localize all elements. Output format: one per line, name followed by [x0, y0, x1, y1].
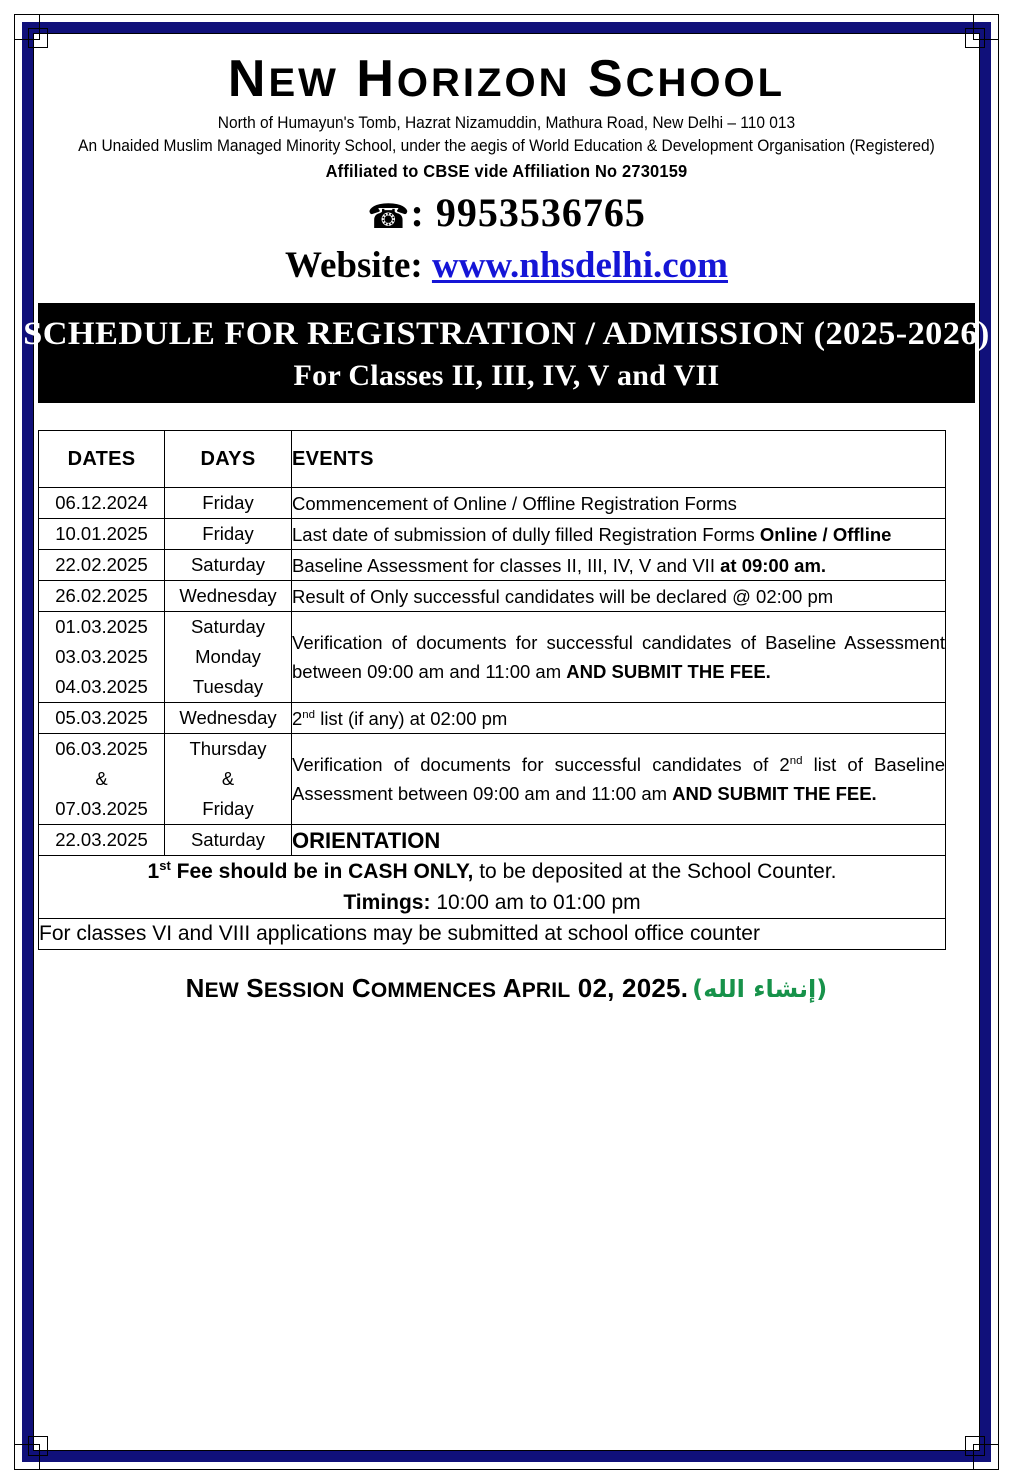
cell-event: Verification of documents for successful candidates of 2nd list of Baseline Assessment between 09:00 am and 11:00 am AND SUBMIT THE FEE.	[292, 734, 946, 825]
table-row	[39, 734, 946, 825]
cell-dates: 05.03.2025	[39, 703, 165, 734]
corner-decoration-top-left-outer	[14, 14, 40, 40]
cell-dates: 22.03.2025	[39, 825, 165, 856]
phone-number: 9953536765	[435, 190, 646, 235]
column-header-dates: DATES	[39, 431, 165, 488]
table-row	[39, 825, 946, 856]
table-row	[39, 581, 946, 612]
table-row	[39, 703, 946, 734]
arabic-blessing-text: (إنشاء الله)	[692, 975, 828, 1003]
school-affiliation: Affiliated to CBSE vide Affiliation No 2730159	[325, 161, 688, 181]
cell-days: Wednesday	[165, 703, 292, 734]
banner-subtitle: For Classes II, III, IV, V and VII	[293, 359, 720, 392]
school-name-text: NEW HORIZON SCHOOL	[227, 50, 786, 108]
cell-dates: 01.03.2025 03.03.2025 04.03.2025	[39, 612, 165, 703]
cell-days: Thursday & Friday	[165, 734, 292, 825]
website-label: Website:	[284, 245, 423, 286]
cell-days: Saturday	[165, 550, 292, 581]
banner-title: SCHEDULE FOR REGISTRATION / ADMISSION (2025-2026)	[23, 316, 990, 352]
cell-days: Friday	[165, 519, 292, 550]
cell-event: Verification of documents for successful candidates of Baseline Assessment between 09:00 am and 11:00 am AND SUBMIT THE FEE.	[292, 612, 946, 703]
cell-dates: 06.12.2024	[39, 488, 165, 519]
cell-days: Saturday Monday Tuesday	[165, 612, 292, 703]
cell-dates: 26.02.2025	[39, 581, 165, 612]
schedule-banner	[23, 303, 990, 403]
column-header-events: EVENTS	[292, 431, 946, 488]
school-management-note: An Unaided Muslim Managed Minority School, under the aegis of World Education & Development Organisation (Registered)	[78, 137, 935, 155]
schedule-table	[38, 430, 946, 950]
cell-event: Result of Only successful candidates will be declared @ 02:00 pm	[292, 581, 946, 612]
table-header-row	[39, 431, 946, 488]
cell-event: Commencement of Online / Offline Registration Forms	[292, 488, 946, 519]
corner-decoration-bottom-left-outer	[14, 1444, 40, 1470]
table-row	[39, 488, 946, 519]
phone-separator: :	[410, 190, 425, 235]
document-content	[23, 38, 990, 1446]
corner-decoration-top-right-outer	[973, 14, 999, 40]
cell-days: Wednesday	[165, 581, 292, 612]
table-row	[39, 550, 946, 581]
table-row	[39, 519, 946, 550]
school-name-title	[38, 50, 975, 112]
column-header-days: DAYS	[165, 431, 292, 488]
cell-days: Friday	[165, 488, 292, 519]
new-session-text: NEW SESSION COMMENCES APRIL 02, 2025.	[185, 973, 689, 1003]
website-link[interactable]: www.nhsdelhi.com	[431, 245, 728, 286]
cell-days: Saturday	[165, 825, 292, 856]
cell-dates: 22.02.2025	[39, 550, 165, 581]
schedule-table-body	[39, 488, 946, 950]
website-line	[38, 243, 975, 289]
cell-event: ORIENTATION	[292, 825, 946, 856]
table-row	[39, 612, 946, 703]
telephone-icon: ☎	[367, 197, 411, 237]
cell-dates: 10.01.2025	[39, 519, 165, 550]
new-session-line	[38, 970, 975, 1009]
note-2: For classes VI and VIII applications may be submitted at school office counter	[39, 919, 946, 950]
cell-event: Baseline Assessment for classes II, III, IV, V and VII at 09:00 am.	[292, 550, 946, 581]
corner-decoration-bottom-right-outer	[973, 1444, 999, 1470]
phone-line	[38, 189, 975, 241]
table-note-row	[39, 856, 946, 919]
school-address: North of Humayun's Tomb, Hazrat Nizamuddin, Mathura Road, New Delhi – 110 013	[217, 114, 796, 132]
cell-event: 2nd list (if any) at 02:00 pm	[292, 703, 946, 734]
cell-dates: 06.03.2025 & 07.03.2025	[39, 734, 165, 825]
table-note-row	[39, 919, 946, 950]
note-1: 1st Fee should be in CASH ONLY, to be deposited at the School Counter. Timings: 10:00 am to 01:00 pm	[39, 856, 946, 919]
cell-event: Last date of submission of dully filled Registration Forms Online / Offline	[292, 519, 946, 550]
